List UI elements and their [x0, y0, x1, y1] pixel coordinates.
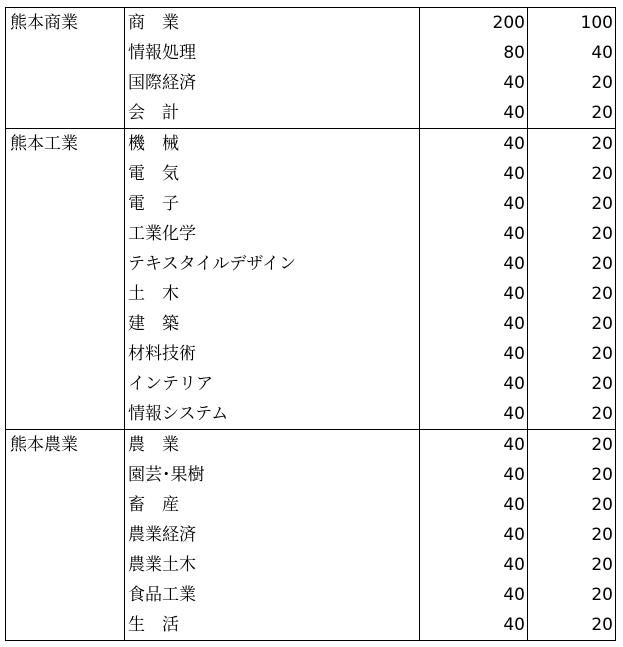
- second-number-cell: 20: [528, 610, 616, 641]
- department-name-cell: 商 業: [125, 8, 420, 39]
- first-number-cell: 40: [420, 399, 528, 430]
- second-number-cell: 20: [528, 309, 616, 339]
- table-row: [6, 339, 616, 369]
- table-row: [6, 369, 616, 399]
- first-number-cell: 40: [420, 490, 528, 520]
- first-number-cell: 200: [420, 8, 528, 39]
- department-name-cell: 農 業: [125, 430, 420, 461]
- second-number-cell: 20: [528, 159, 616, 189]
- first-number-cell: 40: [420, 309, 528, 339]
- second-number-cell: 20: [528, 339, 616, 369]
- school-empty-cell: [6, 219, 125, 249]
- department-name-cell: 農業経済: [125, 520, 420, 550]
- first-number-cell: 40: [420, 249, 528, 279]
- table-row: [6, 610, 616, 641]
- table-row: [6, 550, 616, 580]
- school-empty-cell: [6, 460, 125, 490]
- department-name-cell: 建 築: [125, 309, 420, 339]
- department-name-cell: 情報処理: [125, 38, 420, 68]
- second-number-cell: 20: [528, 68, 616, 98]
- table-row: [6, 8, 616, 39]
- department-name-cell: 農業土木: [125, 550, 420, 580]
- department-name-cell: 国際経済: [125, 68, 420, 98]
- second-number-cell: 20: [528, 369, 616, 399]
- first-number-cell: 40: [420, 339, 528, 369]
- table-row: [6, 38, 616, 68]
- department-name-cell: インテリア: [125, 369, 420, 399]
- school-empty-cell: [6, 339, 125, 369]
- first-number-cell: 40: [420, 98, 528, 129]
- second-number-cell: 20: [528, 219, 616, 249]
- department-name-cell: 会 計: [125, 98, 420, 129]
- school-empty-cell: [6, 610, 125, 641]
- first-number-cell: 40: [420, 129, 528, 160]
- school-empty-cell: [6, 68, 125, 98]
- school-empty-cell: [6, 189, 125, 219]
- school-name-cell: 熊本農業: [6, 430, 125, 461]
- first-number-cell: 40: [420, 189, 528, 219]
- school-empty-cell: [6, 490, 125, 520]
- table-row: [6, 520, 616, 550]
- first-number-cell: 40: [420, 369, 528, 399]
- school-department-table: [5, 7, 616, 641]
- department-name-cell: 材料技術: [125, 339, 420, 369]
- table-row: [6, 159, 616, 189]
- department-name-cell: 電 子: [125, 189, 420, 219]
- second-number-cell: 20: [528, 490, 616, 520]
- school-empty-cell: [6, 98, 125, 129]
- second-number-cell: 100: [528, 8, 616, 39]
- school-name-cell: 熊本工業: [6, 129, 125, 160]
- table-row: [6, 249, 616, 279]
- first-number-cell: 80: [420, 38, 528, 68]
- table-row: [6, 279, 616, 309]
- department-name-cell: 機 械: [125, 129, 420, 160]
- second-number-cell: 20: [528, 550, 616, 580]
- department-name-cell: 情報システム: [125, 399, 420, 430]
- second-number-cell: 20: [528, 399, 616, 430]
- first-number-cell: 40: [420, 610, 528, 641]
- first-number-cell: 40: [420, 550, 528, 580]
- school-empty-cell: [6, 279, 125, 309]
- second-number-cell: 20: [528, 129, 616, 160]
- department-name-cell: 園芸･果樹: [125, 460, 420, 490]
- table-row: [6, 189, 616, 219]
- table-row: [6, 580, 616, 610]
- first-number-cell: 40: [420, 279, 528, 309]
- first-number-cell: 40: [420, 520, 528, 550]
- school-empty-cell: [6, 309, 125, 339]
- first-number-cell: 40: [420, 460, 528, 490]
- table-row: [6, 460, 616, 490]
- table-row: [6, 68, 616, 98]
- table-row: [6, 490, 616, 520]
- school-empty-cell: [6, 399, 125, 430]
- school-name-cell: 熊本商業: [6, 8, 125, 39]
- table-row: [6, 399, 616, 430]
- department-name-cell: 電 気: [125, 159, 420, 189]
- department-name-cell: 生 活: [125, 610, 420, 641]
- school-empty-cell: [6, 520, 125, 550]
- school-empty-cell: [6, 369, 125, 399]
- first-number-cell: 40: [420, 580, 528, 610]
- first-number-cell: 40: [420, 430, 528, 461]
- table-row: [6, 309, 616, 339]
- second-number-cell: 20: [528, 580, 616, 610]
- table-body: [6, 8, 616, 641]
- school-empty-cell: [6, 550, 125, 580]
- first-number-cell: 40: [420, 68, 528, 98]
- second-number-cell: 20: [528, 430, 616, 461]
- second-number-cell: 20: [528, 279, 616, 309]
- department-name-cell: 食品工業: [125, 580, 420, 610]
- department-name-cell: 土 木: [125, 279, 420, 309]
- table-row: [6, 219, 616, 249]
- school-empty-cell: [6, 249, 125, 279]
- school-empty-cell: [6, 580, 125, 610]
- school-empty-cell: [6, 38, 125, 68]
- table-row: [6, 430, 616, 461]
- table-row: [6, 98, 616, 129]
- second-number-cell: 20: [528, 189, 616, 219]
- school-empty-cell: [6, 159, 125, 189]
- first-number-cell: 40: [420, 219, 528, 249]
- second-number-cell: 40: [528, 38, 616, 68]
- department-name-cell: 工業化学: [125, 219, 420, 249]
- table-row: [6, 129, 616, 160]
- second-number-cell: 20: [528, 98, 616, 129]
- second-number-cell: 20: [528, 520, 616, 550]
- first-number-cell: 40: [420, 159, 528, 189]
- department-name-cell: テキスタイルデザイン: [125, 249, 420, 279]
- second-number-cell: 20: [528, 249, 616, 279]
- department-name-cell: 畜 産: [125, 490, 420, 520]
- second-number-cell: 20: [528, 460, 616, 490]
